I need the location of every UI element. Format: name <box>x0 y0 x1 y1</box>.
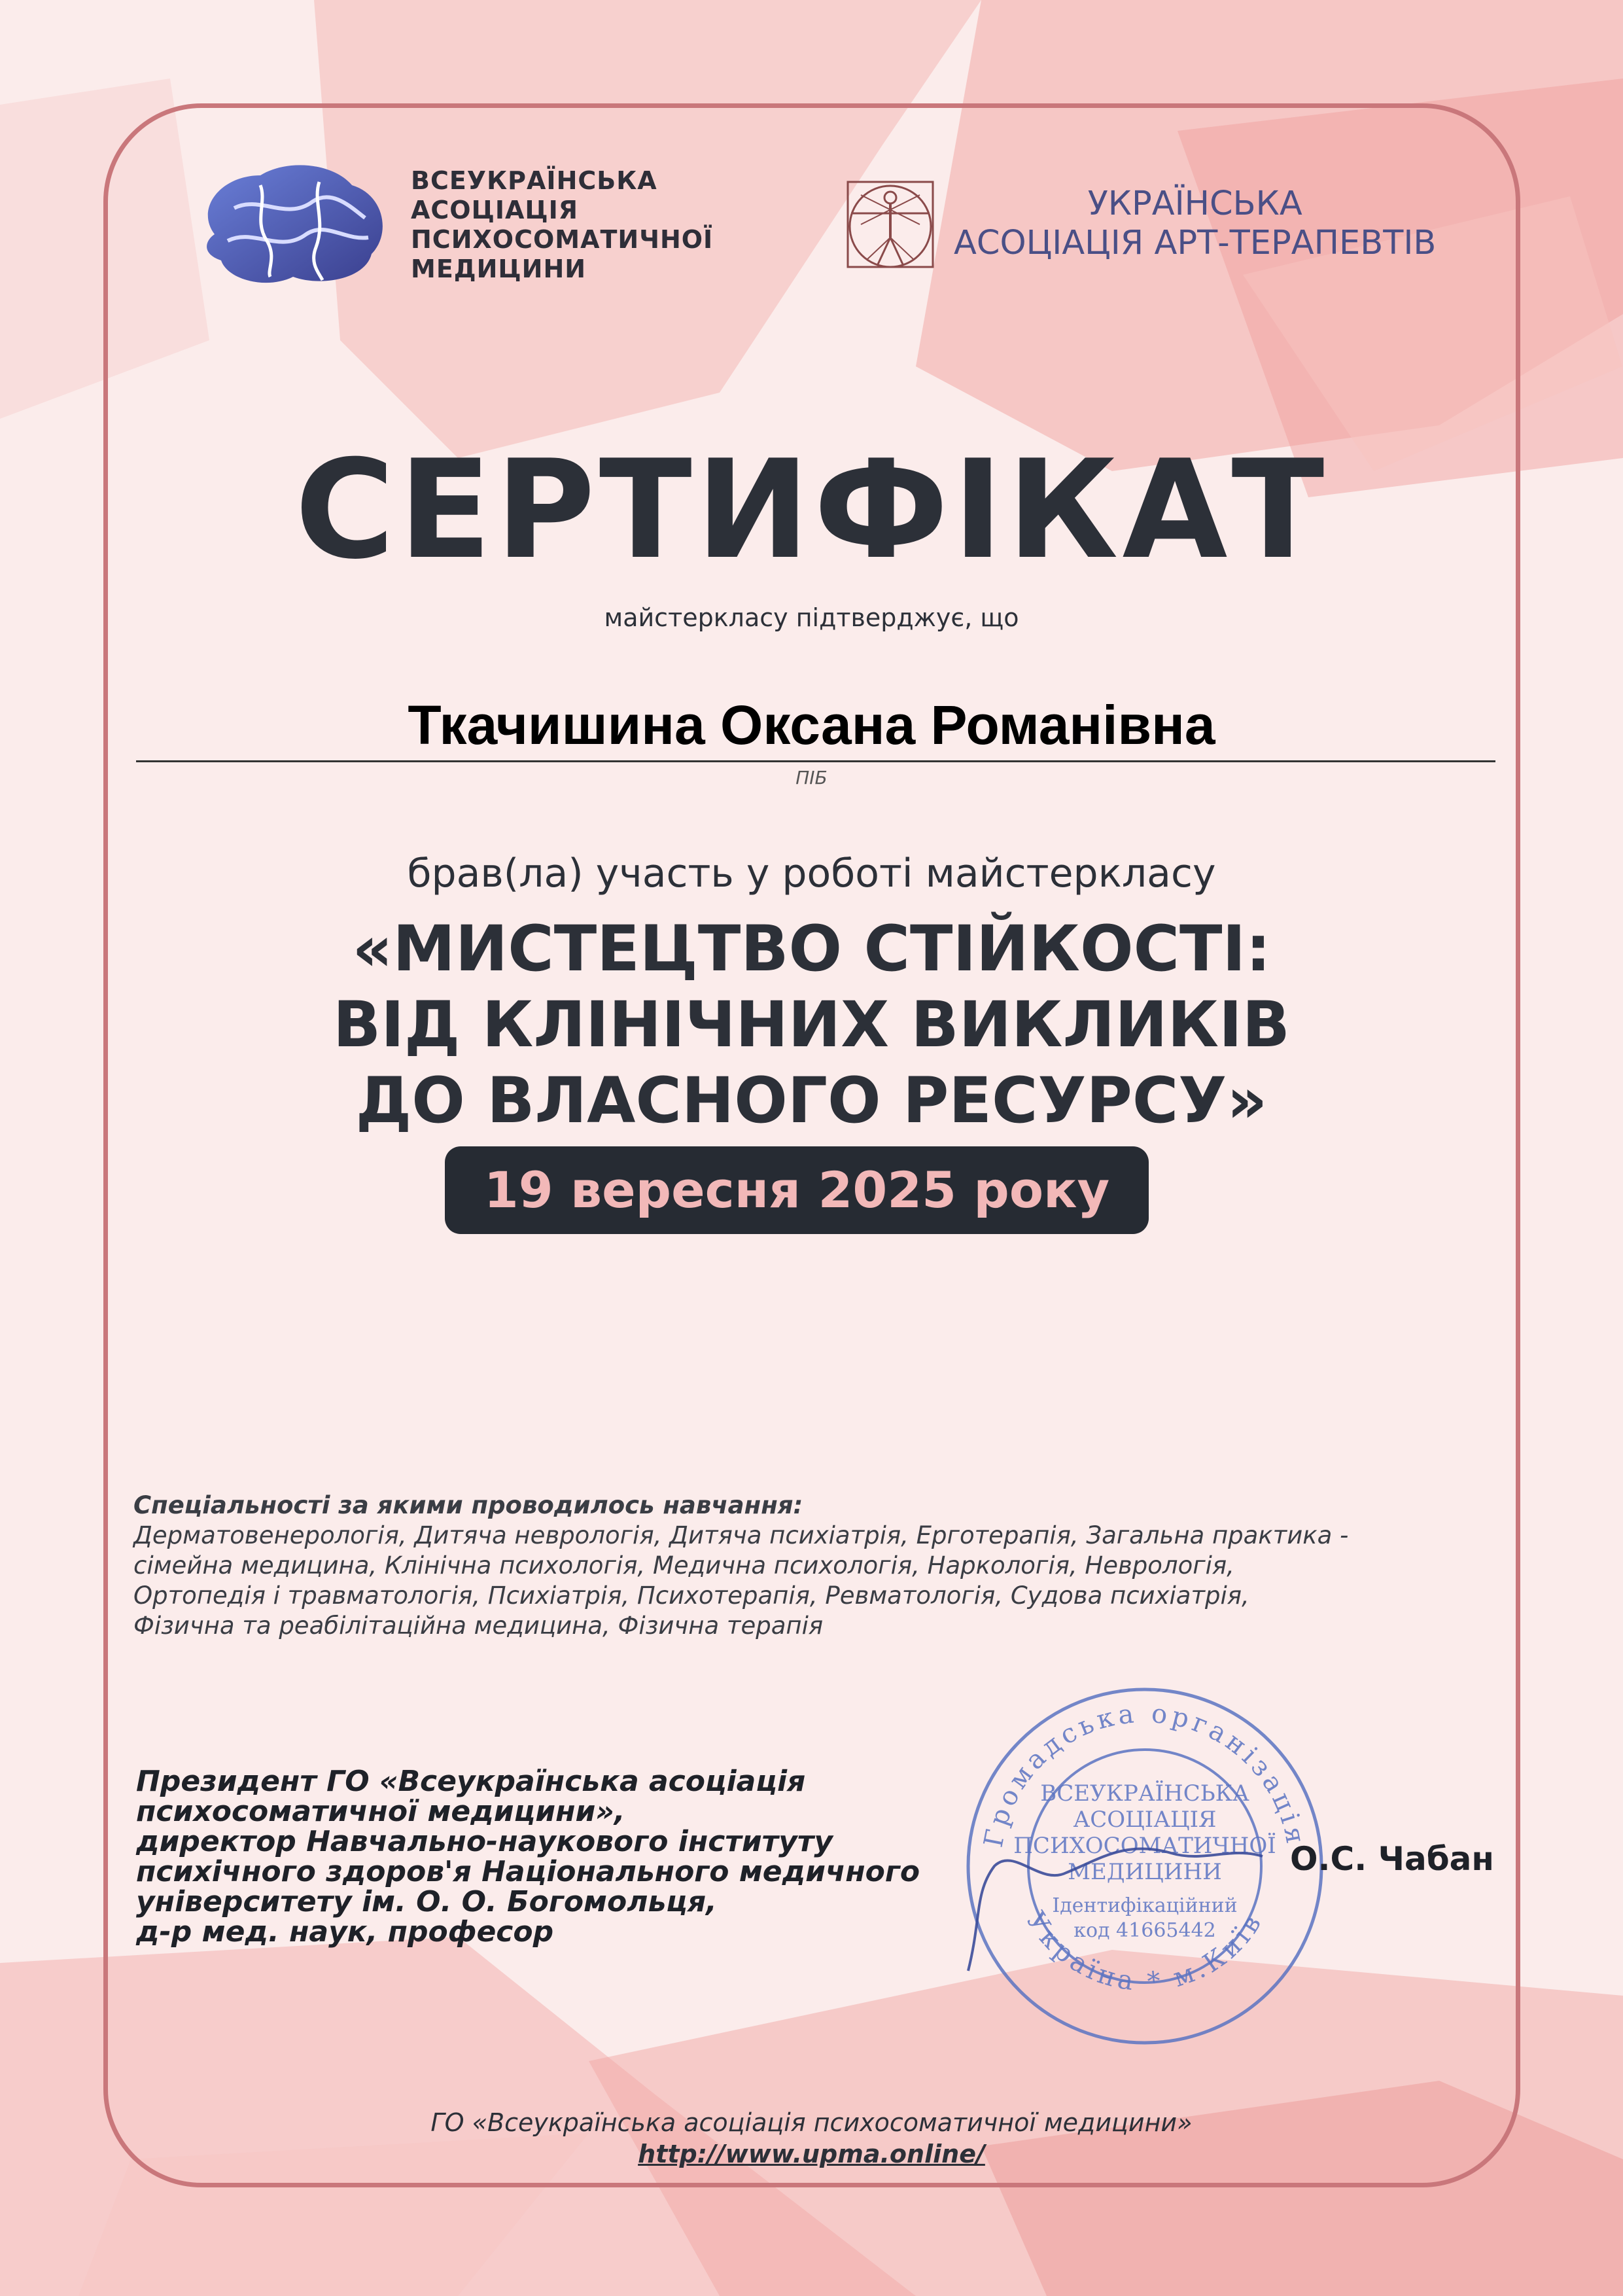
course-title-line: ВІД КЛІНІЧНИХ ВИКЛИКІВ <box>333 988 1290 1061</box>
stamp-bottom-text: Україна * м.Київ <box>1020 1906 1270 1998</box>
course-title <box>0 911 1623 1139</box>
logo-left-text <box>411 166 713 284</box>
logo-right-line: УКРАЇНСЬКА <box>1087 185 1302 223</box>
stamp-line: АСОЦІАЦІЯ <box>1073 1807 1217 1833</box>
logo-art-therapists-association <box>841 175 1469 280</box>
specialties-line: Фізична та реабілітаційна медицина, Фізична терапія <box>133 1612 824 1640</box>
footer <box>0 2107 1623 2170</box>
signatory-line: університету ім. О. О. Богомольця, <box>136 1885 717 1918</box>
logo-right-line: АСОЦІАЦІЯ АРТ-ТЕРАПЕВТІВ <box>954 224 1437 262</box>
brain-icon <box>188 156 391 293</box>
signatory-line: психосоматичної медицини», <box>136 1795 625 1828</box>
stamp-line: ВСЕУКРАЇНСЬКА <box>1040 1780 1249 1807</box>
signatory-line: Президент ГО «Всеукраїнська асоціація <box>136 1765 806 1798</box>
logo-psychosomatic-association <box>188 152 764 296</box>
course-title-line: «МИСТЕЦТВО СТІЙКОСТІ: <box>352 912 1271 985</box>
signatory-line: психічного здоров'я Національного медичного <box>136 1855 920 1888</box>
logo-right-text <box>954 185 1436 263</box>
date-badge: 19 вересня 2025 року <box>445 1146 1149 1234</box>
specialties-line: сімейна медицина, Клінічна психологія, Медична психологія, Наркологія, Неврологія, <box>133 1551 1234 1580</box>
specialties-heading: Спеціальності за якими проводилось навчання: <box>133 1491 803 1519</box>
certificate-subtitle: майстеркласу підтверджує, що <box>604 603 1019 632</box>
logo-left-line: МЕДИЦИНИ <box>411 255 587 283</box>
stamp-line: МЕДИЦИНИ <box>1068 1859 1222 1885</box>
recipient-name: Ткачишина Оксана Романівна <box>408 694 1215 756</box>
logo-left-line: ПСИХОСОМАТИЧНОЇ <box>411 225 714 254</box>
specialties-line: Ортопедія і травматологія, Психіатрія, Психотерапія, Ревматологія, Судова психіатрія, <box>133 1581 1249 1610</box>
signatory-line: директор Навчально-наукового інституту <box>136 1825 833 1858</box>
signatory-name: О.С. Чабан <box>1290 1840 1494 1878</box>
name-underline <box>136 760 1495 762</box>
certificate-title: СЕРТИФІКАТ <box>294 431 1329 590</box>
logo-left-line: ВСЕУКРАЇНСЬКА <box>411 166 657 195</box>
footer-org: ГО «Всеукраїнська асоціація психосоматичної медицини» <box>430 2108 1193 2137</box>
stamp-ring-text: Громадська організація <box>978 1698 1312 1850</box>
organization-stamp <box>955 1670 1335 2049</box>
name-caption: ПІБ <box>795 767 828 788</box>
stamp-line: ПСИХОСОМАТИЧНОЇ <box>1013 1833 1276 1859</box>
logo-left-line: АСОЦІАЦІЯ <box>411 196 579 224</box>
signatory-line: д-р мед. наук, професор <box>136 1915 554 1949</box>
participation-text: брав(ла) участь у роботі майстеркласу <box>407 851 1216 896</box>
footer-url-link[interactable]: http://www.upma.online/ <box>638 2140 985 2168</box>
course-title-line: ДО ВЛАСНОГО РЕСУРСУ» <box>355 1064 1268 1137</box>
specialties-block <box>133 1491 1507 1641</box>
specialties-line: Дерматовенерологія, Дитяча неврологія, Дитяча психіатрія, Ерготерапія, Загальна практика - <box>133 1521 1349 1549</box>
vitruvian-man-icon <box>841 175 939 274</box>
stamp-line: код 41665442 <box>1073 1919 1216 1942</box>
stamp-line: Ідентифікаційний <box>1052 1894 1238 1917</box>
signatory-title <box>136 1767 920 1947</box>
